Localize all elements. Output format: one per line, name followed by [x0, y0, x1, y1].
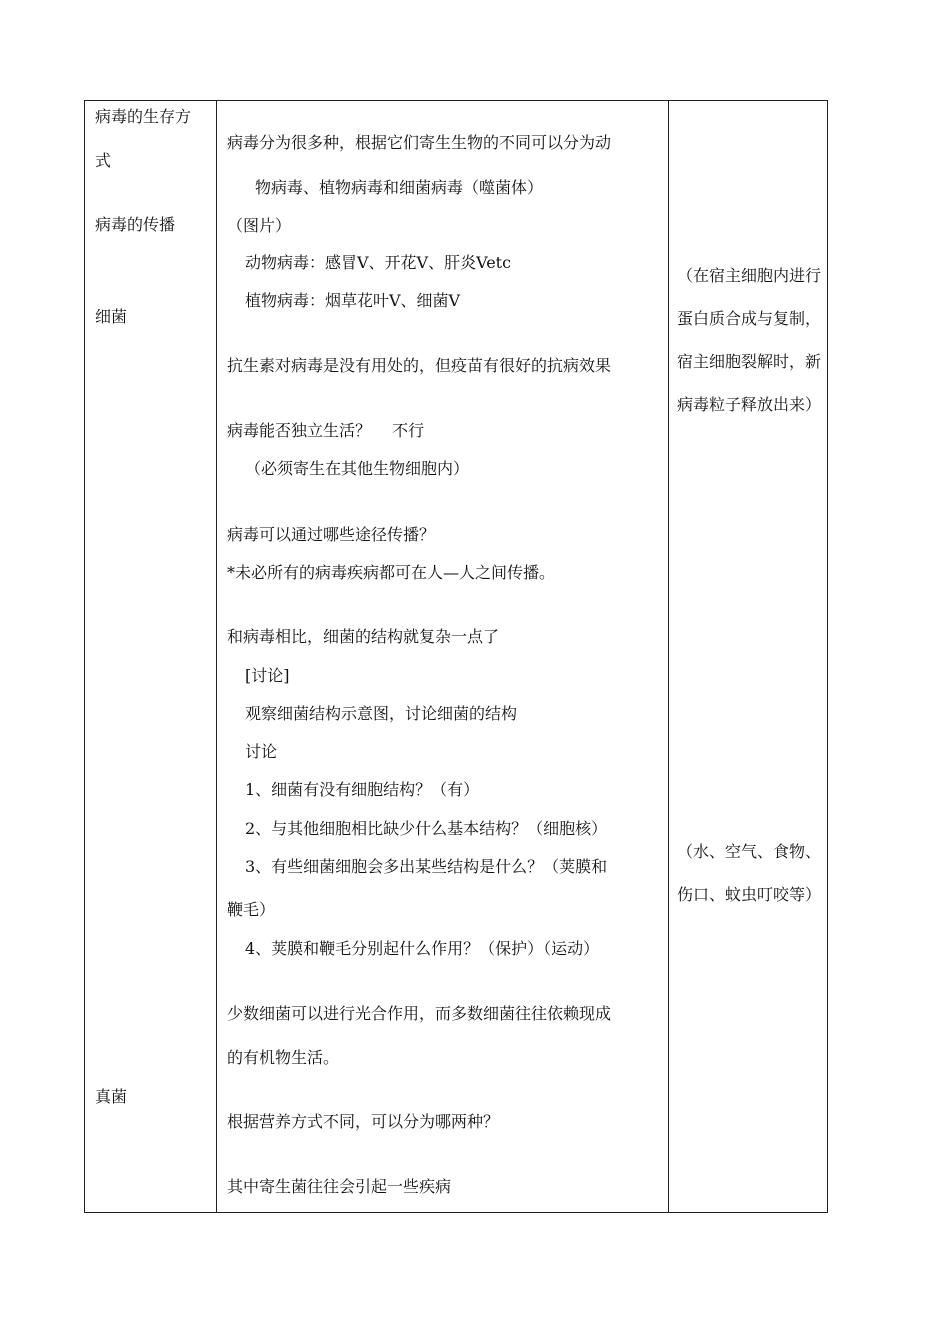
topic-fungi: 真菌	[95, 1087, 128, 1106]
text-line: （图片）	[227, 216, 292, 235]
text-line: 植物病毒：烟草花叶V、细菌V	[245, 291, 461, 310]
text-line: 鞭毛）	[227, 900, 276, 919]
topic-virus-survival-line2: 式	[95, 151, 112, 170]
topic-virus-spread: 病毒的传播	[95, 215, 176, 234]
text-line: （必须寄生在其他生物细胞内）	[245, 459, 470, 478]
text-line: 动物病毒：感冒V、开花V、肝炎Vetc	[245, 253, 512, 272]
text-line: [讨论]	[245, 666, 290, 685]
text-line: 的有机物生活。	[227, 1048, 340, 1067]
text-line: 病毒分为很多种，根据它们寄生生物的不同可以分为动	[227, 133, 612, 152]
text-line: 讨论	[245, 742, 278, 761]
text-line: 少数细菌可以进行光合作用，而多数细菌往往依赖现成	[227, 1004, 612, 1023]
topic-bacteria: 细菌	[95, 307, 128, 326]
text-line: 病毒能否独立生活？ 不行	[227, 421, 425, 440]
text-line: 1、细菌有没有细胞结构？（有）	[245, 780, 480, 799]
text-line: 4、荚膜和鞭毛分别起什么作用？（保护）（运动）	[245, 939, 600, 958]
lesson-table	[84, 100, 828, 1213]
text-line: 3、有些细菌细胞会多出某些结构是什么？（荚膜和	[245, 857, 608, 876]
side-note-transmission-routes: （水、空气、食物、伤口、蚊虫叮咬等）	[677, 842, 822, 904]
text-line: 根据营养方式不同，可以分为哪两种？	[227, 1112, 500, 1131]
text-line: *未必所有的病毒疾病都可在人—人之间传播。	[227, 563, 556, 582]
column-divider-1	[216, 101, 217, 1212]
topic-virus-survival-line1: 病毒的生存方	[95, 107, 192, 126]
text-line: 观察细菌结构示意图，讨论细菌的结构	[245, 704, 518, 723]
text-line: 抗生素对病毒是没有用处的，但疫苗有很好的抗病效果	[227, 356, 612, 375]
side-note-virus-replication: （在宿主细胞内进行蛋白质合成与复制，宿主细胞裂解时，新病毒粒子释放出来）	[677, 266, 822, 414]
text-line: 2、与其他细胞相比缺少什么基本结构？（细胞核）	[245, 819, 608, 838]
column-divider-2	[668, 101, 669, 1212]
text-line: 物病毒、植物病毒和细菌病毒（噬菌体）	[255, 178, 544, 197]
text-line: 和病毒相比，细菌的结构就复杂一点了	[227, 627, 500, 646]
text-line: 病毒可以通过哪些途径传播？	[227, 525, 436, 544]
text-line: 其中寄生菌往往会引起一些疾病	[227, 1177, 452, 1196]
